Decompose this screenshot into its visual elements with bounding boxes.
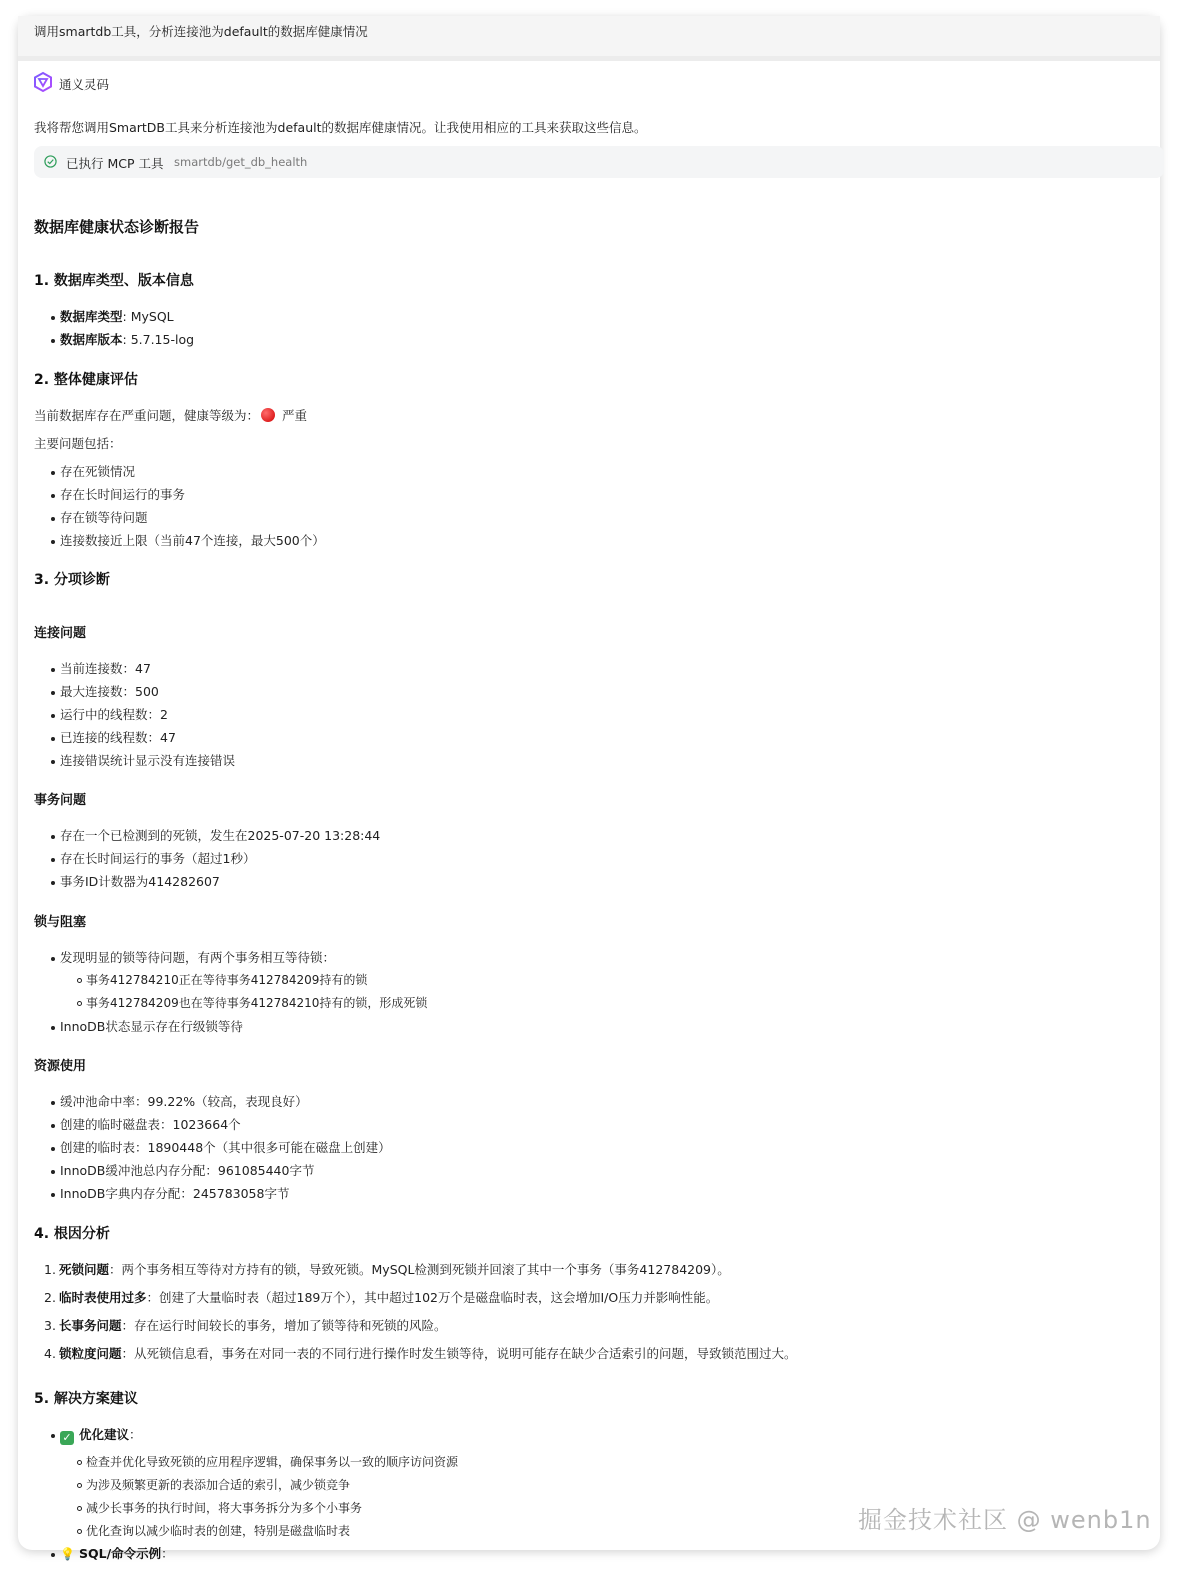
sub-list-item: 优化查询以减少临时表的创建，特别是磁盘临时表 <box>86 1524 351 1538</box>
watermark: 掘金技术社区 @ wenb1n <box>858 1506 1152 1534</box>
ordered-list-item: 2. 临时表使用过多：创建了大量临时表（超过189万个），其中超过102万个是磁盘临时表，这会增加I/O压力并影响性能。 <box>44 1290 719 1305</box>
user-message-bar <box>18 16 1160 61</box>
assistant-intro: 我将帮您调用SmartDB工具来分析连接池为default的数据库健康情况。让我使用相应的工具来获取这些信息。 <box>34 120 647 135</box>
red-circle-icon <box>261 408 275 422</box>
list-item: 💡 SQL/命令示例： <box>60 1546 174 1561</box>
ordered-list-item: 1. 死锁问题：两个事务相互等待对方持有的锁，导致死锁。MySQL检测到死锁并回滚了其中一个事务（事务412784209）。 <box>44 1262 730 1277</box>
section-heading: 5. 解决方案建议 <box>34 1391 138 1407</box>
section-heading: 1. 数据库类型、版本信息 <box>34 273 194 289</box>
list-item: 缓冲池命中率：99.22%（较高，表现良好） <box>60 1094 308 1109</box>
issues-intro: 主要问题包括： <box>34 436 122 451</box>
section-heading: 3. 分项诊断 <box>34 572 110 588</box>
ordered-list-item: 3. 长事务问题：存在运行时间较长的事务，增加了锁等待和死锁的风险。 <box>44 1318 447 1333</box>
list-item: 创建的临时表：1890448个（其中很多可能在磁盘上创建） <box>60 1140 391 1155</box>
tool-name: smartdb/get_db_health <box>174 155 308 169</box>
list-item: 存在死锁情况 <box>60 464 136 479</box>
assistant-name: 通义灵码 <box>59 77 110 92</box>
list-item: 最大连接数：500 <box>60 684 159 699</box>
list-item: InnoDB状态显示存在行级锁等待 <box>60 1019 243 1034</box>
tongyi-logo-icon <box>33 72 53 92</box>
sub-list-item: 减少长事务的执行时间，将大事务拆分为多个小事务 <box>86 1501 363 1515</box>
list-item: 发现明显的锁等待问题，有两个事务相互等待锁： <box>60 950 336 965</box>
subsection-heading: 锁与阻塞 <box>34 915 87 930</box>
tool-call-card[interactable] <box>34 146 1164 178</box>
sub-list-item: 为涉及频繁更新的表添加合适的索引，减少锁竞争 <box>86 1478 351 1492</box>
list-item: ✓ 优化建议： <box>60 1425 142 1445</box>
subsection-heading: 资源使用 <box>34 1059 87 1074</box>
list-item: 事务ID计数器为414282607 <box>60 874 220 889</box>
list-item: 存在锁等待问题 <box>60 510 148 525</box>
report-title: 数据库健康状态诊断报告 <box>34 218 200 236</box>
list-item: 运行中的线程数：2 <box>60 707 168 722</box>
list-item: 存在长时间运行的事务（超过1秒） <box>60 851 256 866</box>
sub-list-item: 事务412784209也在等待事务412784210持有的锁，形成死锁 <box>86 996 428 1010</box>
lightbulb-icon: 💡 <box>60 1547 75 1561</box>
section-heading: 4. 根因分析 <box>34 1226 110 1242</box>
list-item: 已连接的线程数：47 <box>60 730 176 745</box>
list-item: 创建的临时磁盘表：1023664个 <box>60 1117 241 1132</box>
list-item: 连接错误统计显示没有连接错误 <box>60 753 236 768</box>
ordered-list-item: 4. 锁粒度问题：从死锁信息看，事务在对同一表的不同行进行操作时发生锁等待，说明可能存在缺少合适索引的问题，导致锁范围过大。 <box>44 1346 797 1361</box>
sub-list-item: 事务412784210正在等待事务412784209持有的锁 <box>86 973 368 987</box>
list-item: InnoDB字典内存分配：245783058字节 <box>60 1186 290 1201</box>
tool-status: 已执行 MCP 工具 <box>66 156 164 171</box>
sub-list-item: 检查并优化导致死锁的应用程序逻辑，确保事务以一致的顺序访问资源 <box>86 1455 459 1469</box>
list-item: 连接数接近上限（当前47个连接，最大500个） <box>60 533 325 548</box>
list-item: 数据库版本: 5.7.15-log <box>60 332 195 347</box>
user-message: 调用smartdb工具，分析连接池为default的数据库健康情况 <box>34 24 368 39</box>
subsection-heading: 连接问题 <box>34 626 87 641</box>
check-circle-icon <box>44 155 57 168</box>
list-item: 存在一个已检测到的死锁，发生在2025-07-20 13:28:44 <box>60 828 381 843</box>
list-item: 存在长时间运行的事务 <box>60 487 186 502</box>
list-item: 数据库类型: MySQL <box>60 309 174 324</box>
check-mark-icon: ✓ <box>60 1431 74 1445</box>
list-item: InnoDB缓冲池总内存分配：961085440字节 <box>60 1163 315 1178</box>
chat-window <box>18 16 1160 1561</box>
subsection-heading: 事务问题 <box>34 793 87 808</box>
list-item: 当前连接数：47 <box>60 661 151 676</box>
section-heading: 2. 整体健康评估 <box>34 372 138 388</box>
health-level: 当前数据库存在严重问题，健康等级为： 严重 <box>34 408 308 423</box>
